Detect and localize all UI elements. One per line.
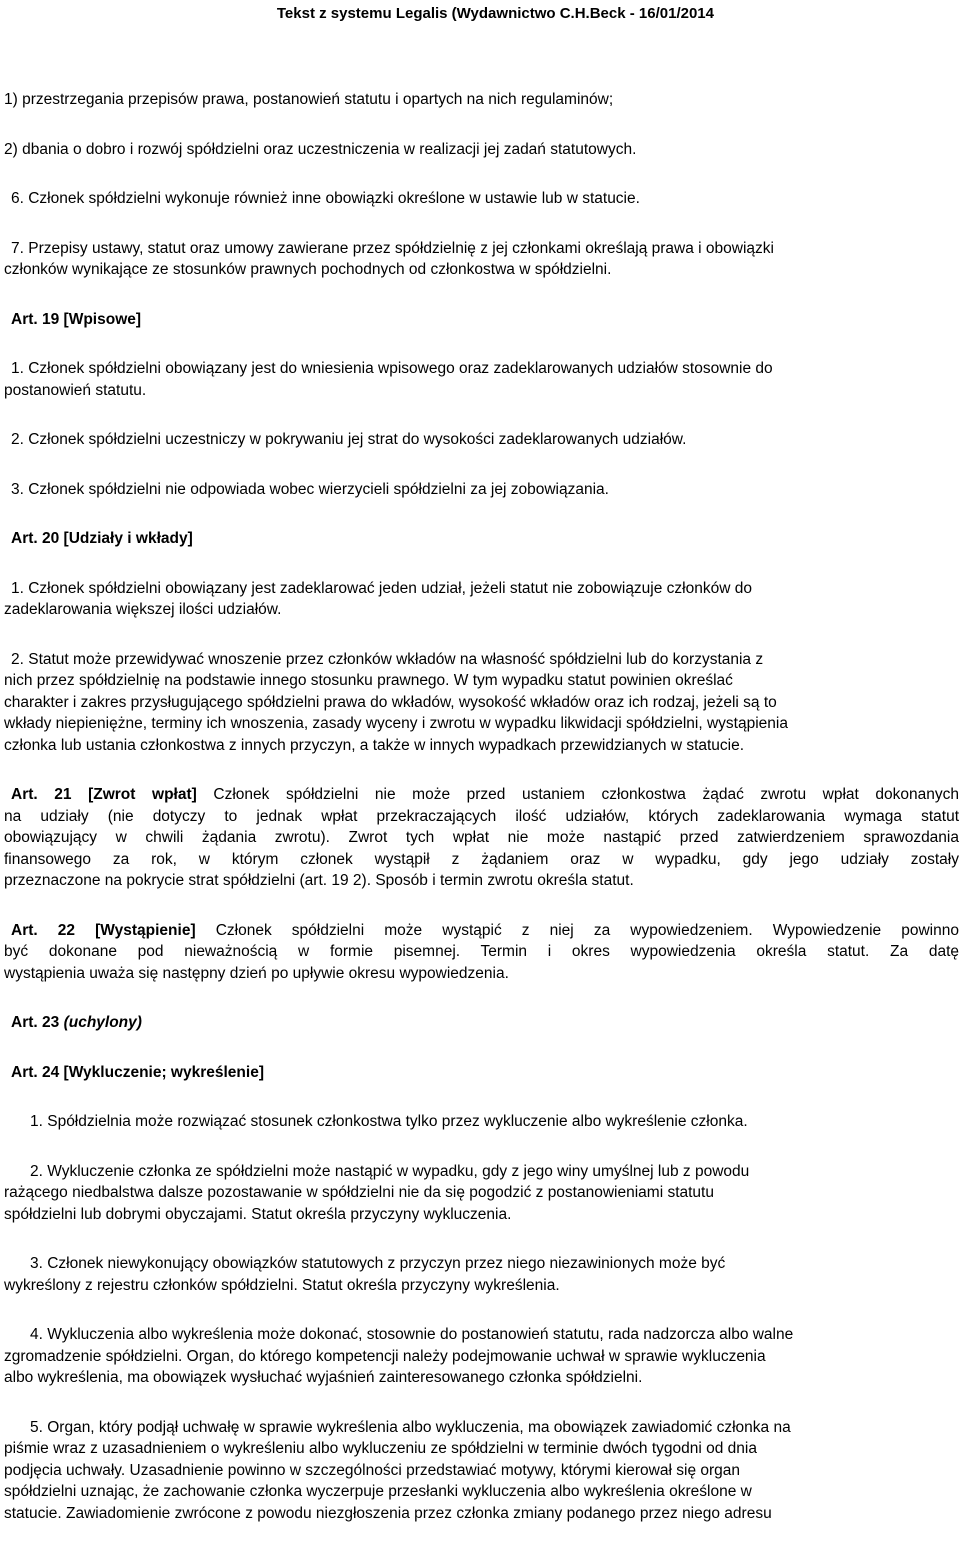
- article-24-p3-line-2: wykreślony z rejestru członków spółdzielni. Statut określa przyczyny wykreślenia.: [4, 1276, 560, 1294]
- article-21-line-4: finansowego za rok, w którym członek wystąpił z żądaniem oraz w wypadku, gdy jego udziały zostały: [4, 850, 959, 868]
- article-24-p4-line-2: zgromadzenie spółdzielni. Organ, do którego kompetencji należy podejmowanie uchwał w sprawie wykluczenia: [4, 1347, 766, 1365]
- article-22-heading: Art. 22 [Wystąpienie]: [11, 921, 196, 939]
- paragraph-7: [4, 238, 959, 281]
- article-19-paragraph-3: 3. Członek spółdzielni nie odpowiada wobec wierzycieli spółdzielni za jej zobowiązania.: [11, 480, 609, 498]
- article-24-p3-line-1: 3. Członek niewykonujący obowiązków statutowych z przyczyn przez niego niezawinionych może być: [30, 1255, 726, 1272]
- article-20-heading: [4, 528, 959, 550]
- article-20-p2-line-4: wkłady niepieniężne, terminy ich wnoszenia, zasady wyceny i zwrotu w wypadku likwidacji spółdzielni, wystąpienia: [4, 715, 788, 732]
- article-24-p5-line-5: statucie. Zawiadomienie zwrócone z powodu niezgłoszenia przez członka zmiany podanego przez niego adresu: [4, 1504, 772, 1522]
- article-21: [4, 784, 959, 892]
- article-19-paragraph-2: 2. Członek spółdzielni uczestniczy w pokrywaniu jej strat do wysokości zadeklarowanych udziałów.: [11, 431, 687, 448]
- list-item-1: 1) przestrzegania przepisów prawa, postanowień statutu i opartych na nich regulaminów;: [4, 91, 614, 108]
- article-20-p2-line-1: 2. Statut może przewidywać wnoszenie przez członków wkładów na własność spółdzielni lub do korzystania z: [11, 650, 764, 668]
- article-19-heading-text: Art. 19 [Wpisowe]: [11, 310, 142, 328]
- article-24-p5-line-4: spółdzielni uznając, że zachowanie członka wyczerpuje przesłanki wykluczenia albo wykreślenia określone w: [4, 1483, 752, 1500]
- article-22-line-3: wystąpienia uważa się następny dzień po upływie okresu wypowiedzenia.: [4, 964, 509, 982]
- paragraph-7-line-2: członków wynikające ze stosunków prawnych pochodnych od członkostwa w spółdzielni.: [4, 261, 612, 278]
- article-20-paragraph-1: [4, 578, 959, 621]
- article-20-heading-text: Art. 20 [Udziały i wkłady]: [11, 530, 193, 547]
- article-24-p2-line-2: rażącego niedbalstwa dalsze pozostawanie w spółdzielni nie da się pogodzić z postanowieniami statutu: [4, 1184, 714, 1201]
- article-23-repealed-note: (uchylony): [63, 1014, 142, 1031]
- article-24-paragraph-4: [4, 1324, 959, 1389]
- article-20-p1-line-2: zadeklarowania większej ilości udziałów.: [4, 601, 282, 618]
- list-item-2: 2) dbania o dobro i rozwój spółdzielni oraz uczestniczenia w realizacji jej zadań statutowych.: [4, 140, 637, 158]
- article-24-p4-line-3: albo wykreślenia, ma obowiązek wysłuchać wyjaśnień zainteresowanego członka spółdzielni.: [4, 1369, 643, 1386]
- article-24-p5-line-2: piśmie wraz z uzasadnieniem o wykreśleniu albo wykluczeniu ze spółdzielni w terminie dwóch tygodni od dnia: [4, 1440, 757, 1457]
- article-21-line-5: przeznaczone na pokrycie strat spółdzielni (art. 19 2). Sposób i termin zwrotu określa statut.: [4, 872, 634, 889]
- article-19-heading: [4, 309, 959, 331]
- paragraph-6: 6. Członek spółdzielni wykonuje również inne obowiązki określone w ustawie lub w statucie.: [11, 190, 640, 207]
- article-21-line-3: obowiązujący w chwili żądania zwrotu). Zwrot tych wpłat nie może nastąpić przed zatwierdzeniem sprawozdania: [4, 829, 959, 846]
- article-21-text-1: Członek spółdzielni nie może przed ustaniem członkostwa żądać zwrotu wpłat dokonanych: [213, 786, 959, 803]
- article-24-heading-text: Art. 24 [Wykluczenie; wykreślenie]: [11, 1063, 264, 1081]
- article-24-p5-line-1: 5. Organ, który podjął uchwałę w sprawie wykreślenia albo wykluczenia, ma obowiązek zawiadomić członka na: [30, 1418, 791, 1436]
- article-20-p2-line-2: nich przez spółdzielnię na podstawie innego stosunku prawnego. W tym wypadku statut powinien określać: [4, 672, 733, 689]
- article-24-heading: [4, 1062, 959, 1084]
- paragraph-7-line-1: 7. Przepisy ustawy, statut oraz umowy zawierane przez spółdzielnię z jej członkami określają prawa i obowiązki: [11, 239, 774, 257]
- article-24-p2-line-3: spółdzielni lub dobrymi obyczajami. Statut określa przyczyny wykluczenia.: [4, 1205, 512, 1223]
- article-24-paragraph-5: [4, 1417, 959, 1525]
- article-20-p2-line-3: charakter i zakres przysługującego spółdzielni prawa do wkładów, wysokość wkładów oraz ich rodzaj, jeżeli są to: [4, 693, 777, 711]
- article-20-p2-line-5: członka lub ustania członkostwa z innych przyczyn, a także w innych wypadkach przewidzianych w statucie.: [4, 736, 745, 754]
- document-body: [4, 89, 959, 1524]
- article-20-paragraph-2: [4, 649, 959, 757]
- article-24-p5-line-3: podjęcia uchwały. Uzasadnienie powinno w szczególności przedstawiać motywy, którymi kierował się organ: [4, 1461, 741, 1479]
- article-19-p1-line-2: postanowień statutu.: [4, 381, 147, 399]
- article-22: [4, 920, 959, 985]
- article-24-paragraph-3: [4, 1253, 959, 1296]
- document-header: Tekst z systemu Legalis (Wydawnictwo C.H.Beck - 16/01/2014: [276, 5, 714, 22]
- article-21-heading: Art. 21 [Zwrot wpłat]: [11, 786, 197, 803]
- article-24-paragraph-2: [4, 1161, 959, 1226]
- article-21-line-2: na udziały (nie dotyczy to jednak wpłat przekraczających ilość udziałów, których zadeklarowania wymaga statut: [4, 807, 959, 825]
- article-19-paragraph-1: [4, 358, 959, 401]
- article-19-p1-line-1: 1. Członek spółdzielni obowiązany jest do wniesienia wpisowego oraz zadeklarowanych udziałów stosownie do: [11, 360, 773, 377]
- article-23-heading: [4, 1012, 959, 1034]
- article-22-line-2: być dokonane pod nieważnością w formie pisemnej. Termin i okres wypowiedzenia określa statut. Za datę: [4, 943, 959, 960]
- article-22-line-1: [11, 920, 959, 942]
- article-20-p1-line-1: 1. Członek spółdzielni obowiązany jest zadeklarować jeden udział, jeżeli statut nie zobowiązuje członków do: [11, 579, 752, 597]
- article-22-text-1: Członek spółdzielni może wystąpić z niej za wypowiedzeniem. Wypowiedzenie powinno: [215, 921, 959, 939]
- article-24-p2-line-1: 2. Wykluczenie członka ze spółdzielni może nastąpić w wypadku, gdy z jego winy umyślnej lub z powodu: [30, 1162, 750, 1180]
- article-24-paragraph-1: 1. Spółdzielnia może rozwiązać stosunek członkostwa tylko przez wykluczenie albo wykreślenie członka.: [30, 1113, 748, 1130]
- article-23-heading-text: Art. 23: [11, 1014, 60, 1031]
- article-24-p4-line-1: 4. Wykluczenia albo wykreślenia może dokonać, stosownie do postanowień statutu, rada nadzorcza albo walne: [30, 1326, 794, 1343]
- article-21-line-1: [11, 784, 959, 806]
